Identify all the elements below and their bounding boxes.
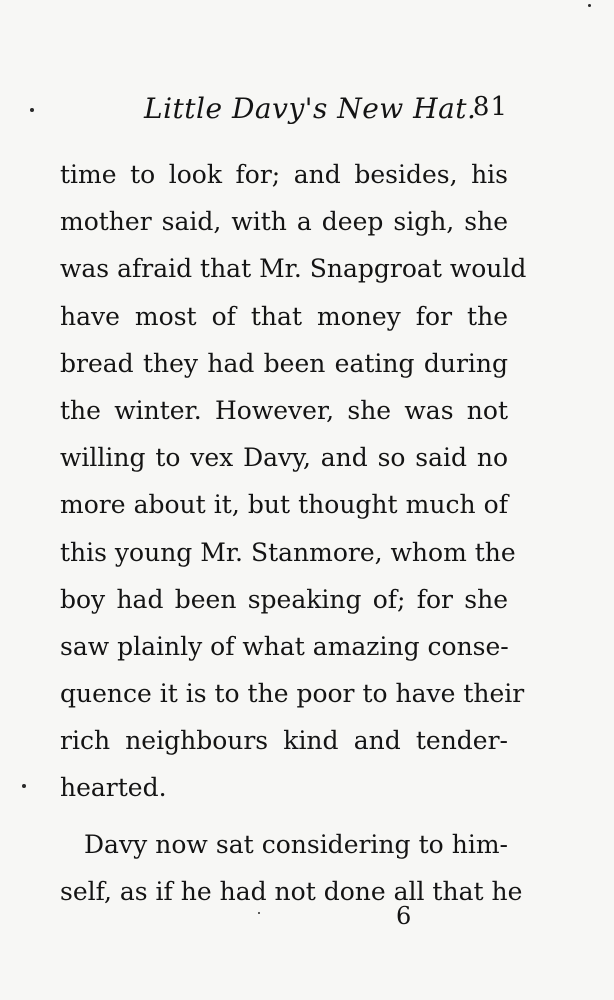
text-line: more about it, but thought much of — [60, 490, 508, 520]
text-line: the winter. However, she was not — [60, 395, 508, 425]
text-line: have most of that money for the — [60, 301, 508, 331]
text-line: hearted. — [60, 773, 167, 803]
text-line: self, as if he had not done all that he — [60, 876, 523, 906]
text-line: bread they had been eating during — [60, 348, 508, 378]
text-line: quence it is to the poor to have their — [60, 679, 525, 709]
running-head — [60, 92, 510, 132]
dust-speck — [258, 912, 260, 914]
dust-speck — [588, 4, 591, 7]
text-line: Davy now sat considering to him- — [84, 829, 508, 859]
text-line: saw plainly of what amazing conse- — [60, 631, 509, 661]
body-text — [60, 155, 527, 919]
text-line: willing to vex Davy, and so said no — [60, 443, 508, 473]
dust-speck — [30, 108, 34, 112]
dust-speck — [22, 784, 26, 788]
text-line: rich neighbours kind and tender- — [60, 726, 508, 756]
text-line: mother said, with a deep sigh, she — [60, 207, 508, 237]
text-line: was afraid that Mr. Snapgroat would — [60, 254, 527, 284]
page-number: 81 — [472, 92, 508, 122]
signature-mark: 6 — [396, 902, 412, 930]
text-line: boy had been speaking of; for she — [60, 584, 508, 614]
text-line: time to look for; and besides, his — [60, 160, 508, 189]
text-line: this young Mr. Stanmore, whom the — [60, 537, 516, 567]
paragraph-gap — [60, 816, 508, 825]
running-title: Little Davy's New Hat. — [144, 92, 477, 125]
